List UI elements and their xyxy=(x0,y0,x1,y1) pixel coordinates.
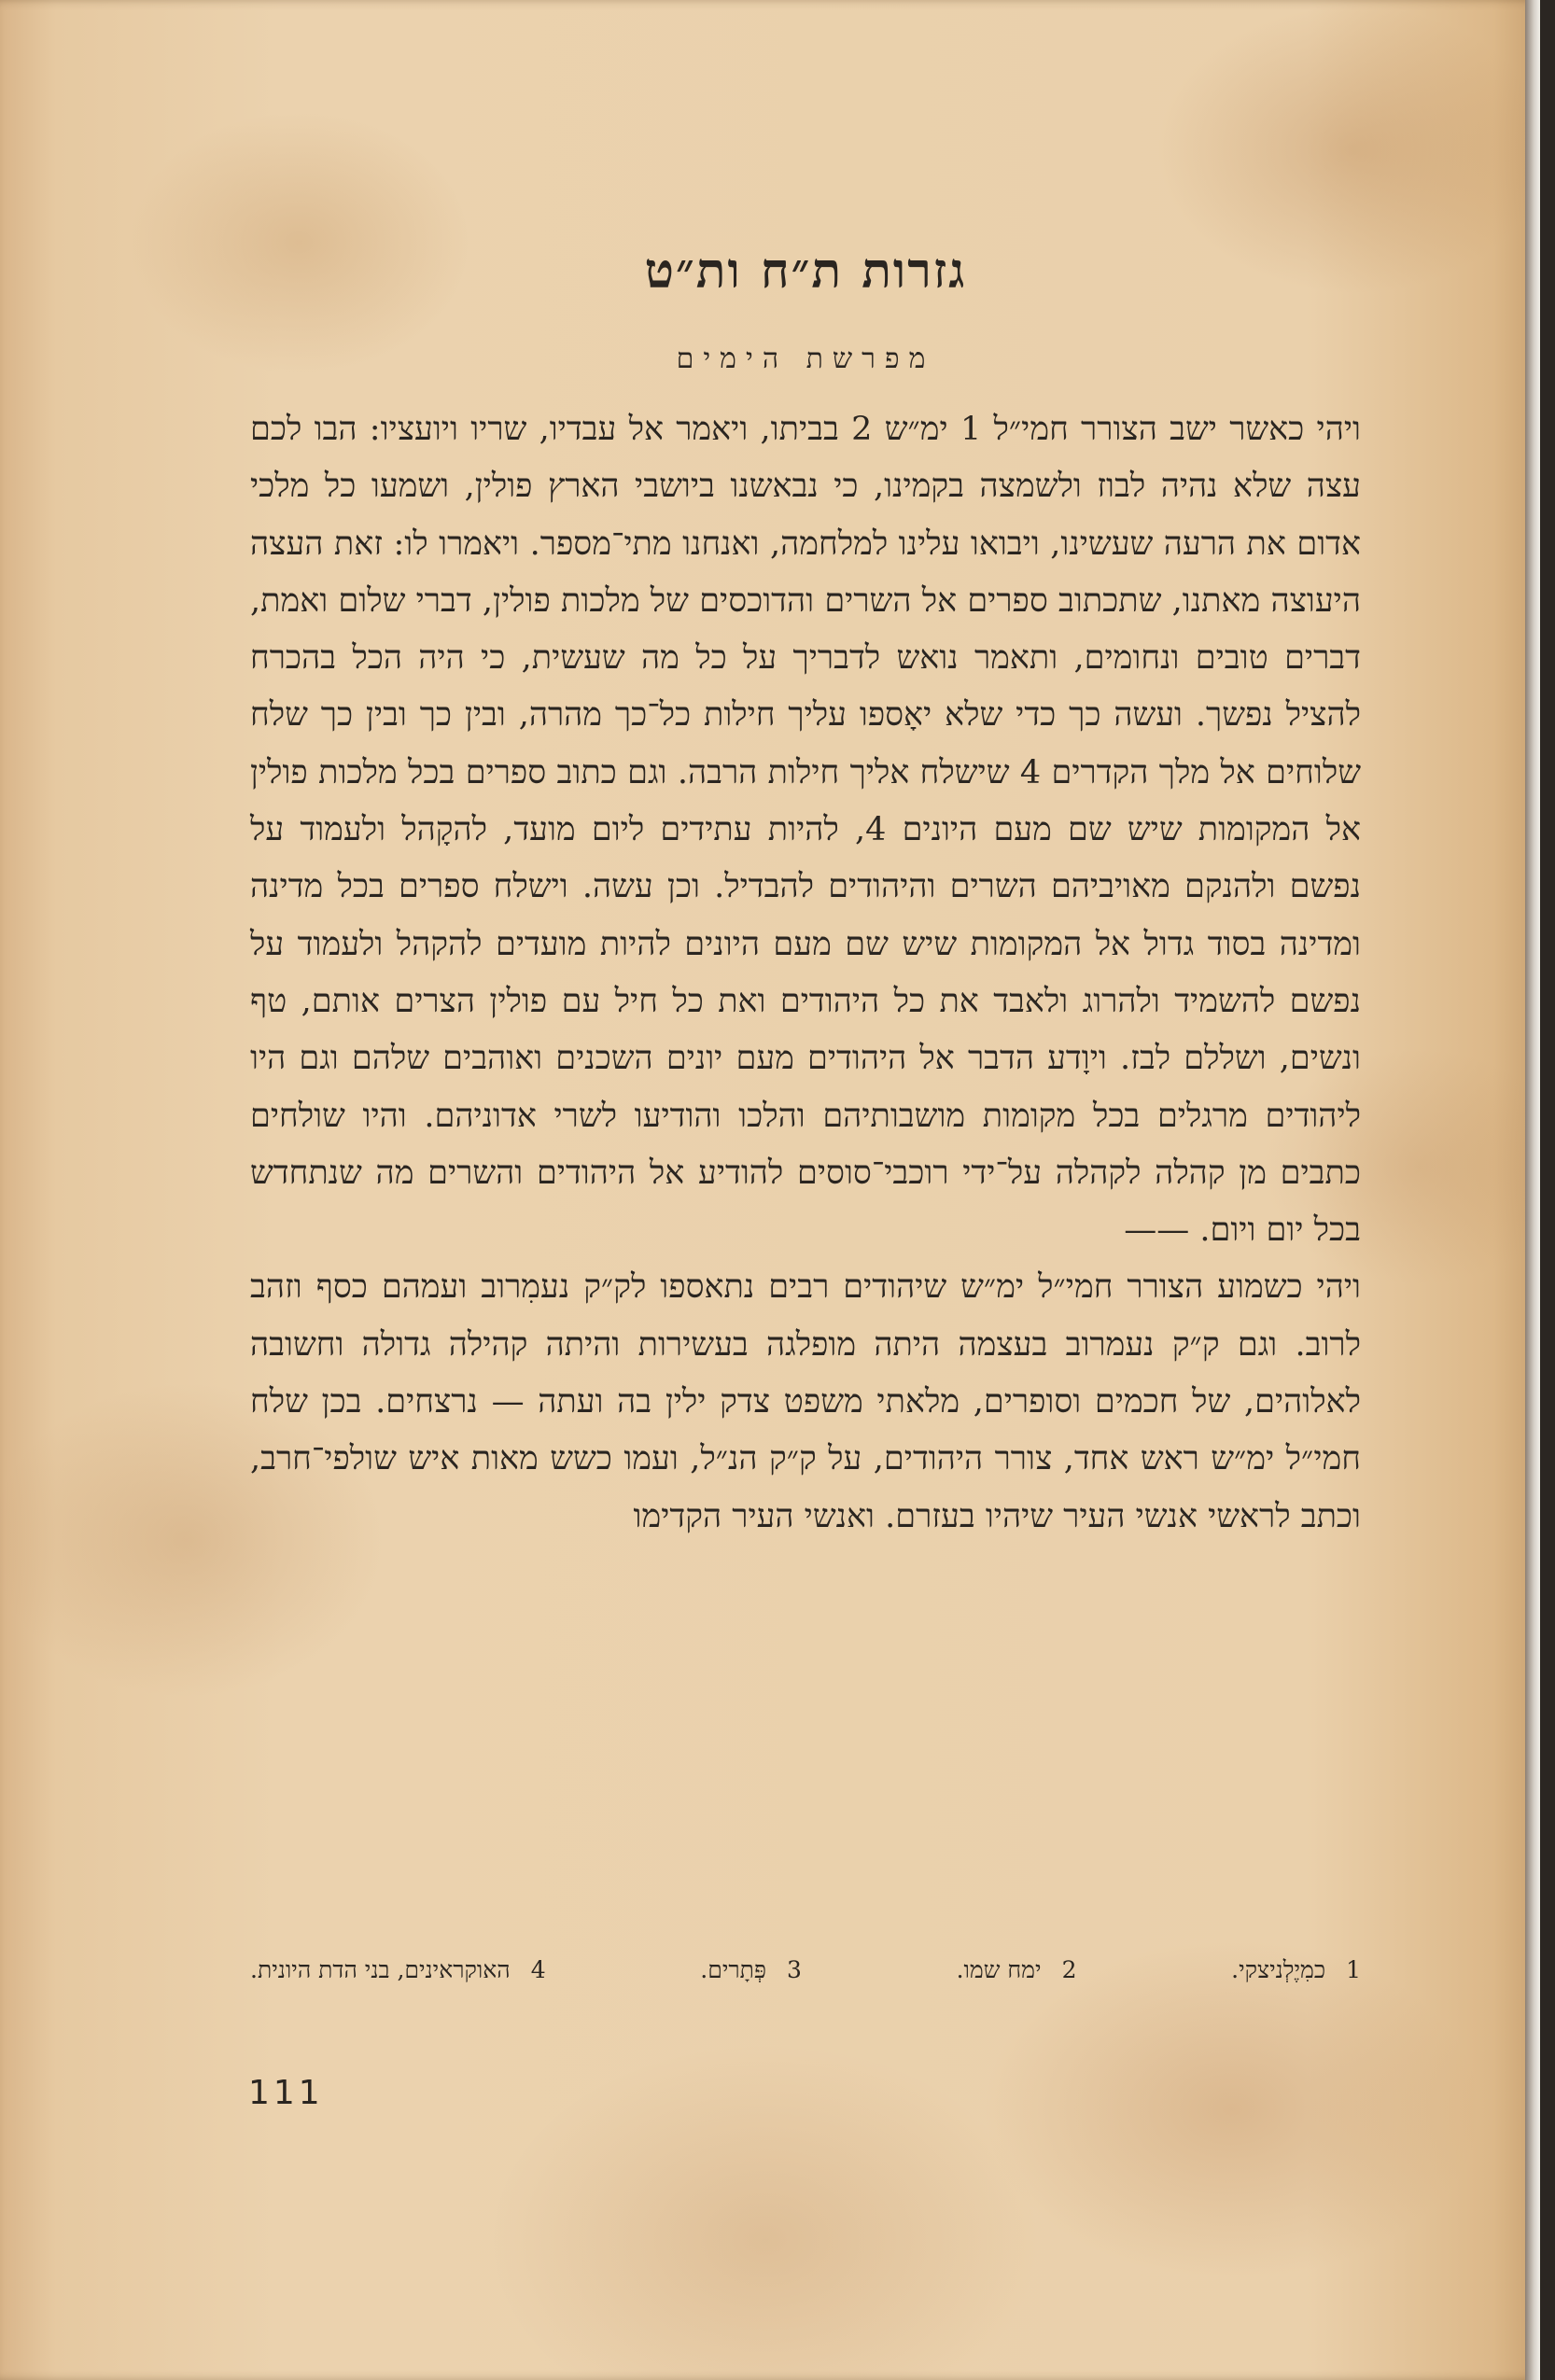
footnote-1 xyxy=(1231,1956,1361,1984)
footnote-number: 4 xyxy=(530,1956,546,1983)
footnote-number: 2 xyxy=(1061,1956,1077,1983)
chapter-title: גזרות ת״ח ות״ט xyxy=(644,243,967,300)
footnote-number: 3 xyxy=(787,1956,802,1983)
footnotes xyxy=(250,1956,1361,1984)
paragraph-2: ויהי כשמוע הצורר חמי״ל ימ״ש שיהודים רבים נתאספו לק״ק נעמִרוב ועמהם כסף וזהב לרוב. וגם ק״ק נעמרוב בעצמה היתה מופלגה בעשירות והיתה קהילה גדולה וחשובה לאלוהים, של חכמים וסופרים, מלאתי משפט צדק ילין בה ועתה — נרצחים. בכן שלח חמי״ל ימ״ש ראש אחד, צורר היהודים, על ק״ק הנ״ל, ועמו כשש מאות איש שולפי־חרב, וכתב לראשי אנשי העיר שיהיו בעזרם. ואנשי העיר הקדימו xyxy=(250,1268,1361,1535)
footnote-2 xyxy=(957,1956,1077,1984)
footnote-text: האוקראינים, בני הדת היונית. xyxy=(250,1956,511,1983)
page-edge xyxy=(1525,0,1540,2380)
paragraph-1: ויהי כאשר ישב הצורר חמי״ל 1 ימ״ש 2 בביתו, ויאמר אל עבדיו, שריו ויועציו: הבו לכם עצה שלא נהיה לבוז ולשמצה בקמינו, כי נבאשנו ביושבי הארץ פולין, ושמעו כל מלכי אדום את הרעה שעשינו, ויבואו עלינו למלחמה, ואנחנו מתי־מספר. ויאמרו לו: זאת העצה היעוצה מאתנו, שתכתוב ספרים אל השרים והדוכסים של מלכות פולין, דברי שלום ואמת, דברים טובים ונחומים, ותאמר נואש לדבריך על כל מה שעשית, כי היה הכל בהכרח להציל נפשך. ועשה כך כדי שלא יאָספו עליך חילות כל־כך מהרה, ובין כך ובין כך שלח שלוחים אל מלך הקדרים 4 שישלח אליך חילות הרבה. וגם כתוב ספרים בכל מלכות פולין אל המקומות שיש שם מעם היונים 4, להיות עתידים ליום מועד, להקָהל ולעמוד על נפשם ולהנקם מאויביהם השרים והיהודים להבדיל. וכן עשה. וישלח ספרים בכל מדינה ומדינה בסוד גדול אל המקומות שיש שם מעם היונים להיות מועדים להקהל ולעמוד על נפשם להשמיד ולהרוג ולאבד את כל היהודים ואת כל חיל עם פולין הצרים אותם, טף ונשים, ושללם לבז. ויוָדע הדבר אל היהודים מעם יונים השכנים ואוהבים שלהם וגם היו ליהודים מרגלים בכל מקומות מושבותיהם והלכו והודיעו לשרי אדוניהם. והיו שולחים כתבים מן קהלה לקהלה על־ידי רוכבי־סוסים להודיע אל היהודים והשרים מה שנתחדש בכל יום ויום. —— xyxy=(250,411,1361,1250)
footnote-4 xyxy=(250,1956,546,1984)
footnote-3 xyxy=(700,1956,802,1984)
footnote-text: פְּתָרים. xyxy=(700,1956,766,1983)
footnote-text: כמִיֶלְניצקי. xyxy=(1231,1956,1326,1983)
main-text-block xyxy=(250,224,1361,1546)
footnote-text: ימח שמו. xyxy=(956,1956,1042,1983)
page-number: 111 xyxy=(248,2074,324,2112)
chapter-subtitle: מפרשת הימים xyxy=(676,343,935,375)
footnote-number: 1 xyxy=(1346,1956,1361,1983)
